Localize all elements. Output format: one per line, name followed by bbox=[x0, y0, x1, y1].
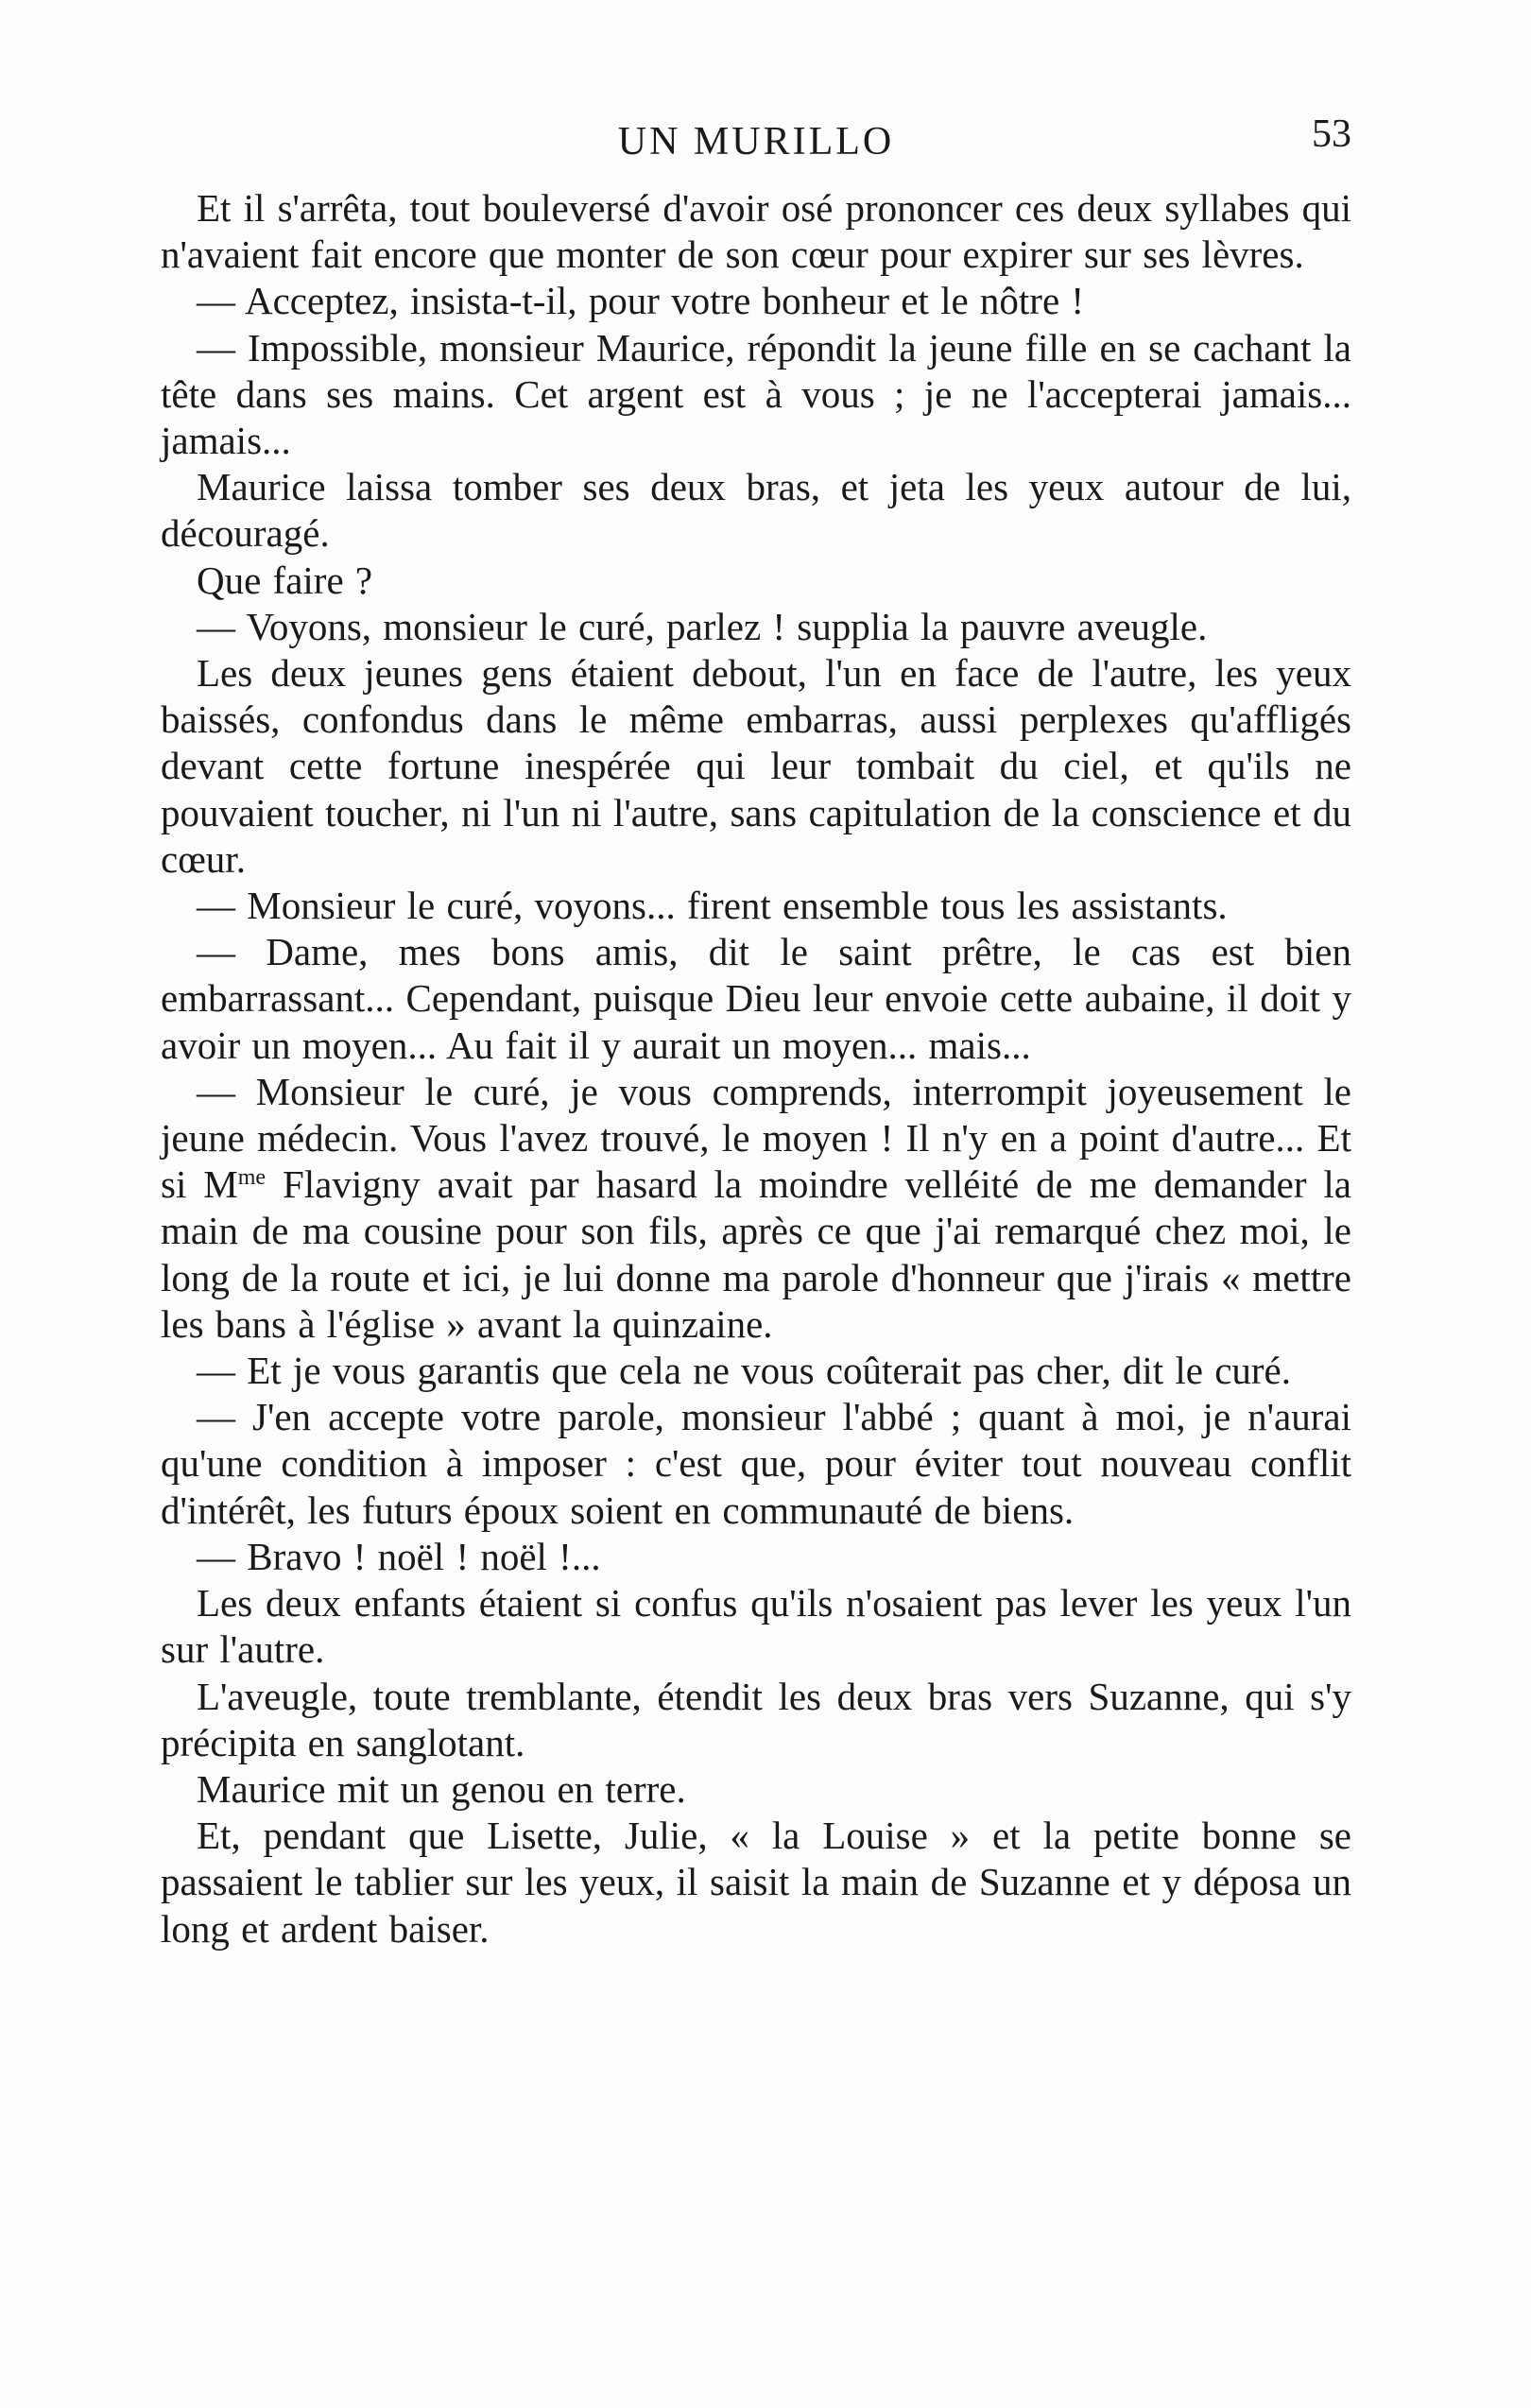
paragraph-14: Les deux enfants étaient si confus qu'ils n'osaient pas lever les yeux l'un sur l'autre. bbox=[161, 1581, 1351, 1672]
paragraph-4: Maurice laissa tomber ses deux bras, et jeta les yeux autour de lui, découragé. bbox=[161, 465, 1351, 556]
body-text bbox=[161, 185, 1351, 1952]
paragraph-2: — Acceptez, insista-t-il, pour votre bonheur et le nôtre ! bbox=[197, 279, 1085, 323]
page-number: 53 bbox=[1312, 112, 1351, 156]
superscript-me: me bbox=[237, 1165, 267, 1191]
paragraph-9: — Dame, mes bons amis, dit le saint prêtre, le cas est bien embarrassant... Cependant, puisque Dieu leur envoie cette aubaine, il doit y avoir un moyen... Au fait il y aurait un moyen... mais... bbox=[161, 930, 1351, 1067]
paragraph-10-before: — Monsieur le curé, je vous comprends, interrompit joyeusement le jeune médecin. Vous l'avez trouvé, le moyen ! Il n'y en a point d'autre... Et si M bbox=[161, 1069, 1351, 1207]
paragraph-15: L'aveugle, toute tremblante, étendit les deux bras vers Suzanne, qui s'y précipita en sanglotant. bbox=[161, 1674, 1351, 1764]
paragraph-8: — Monsieur le curé, voyons... firent ensemble tous les assistants. bbox=[197, 884, 1228, 928]
paragraph-3: — Impossible, monsieur Maurice, répondit la jeune fille en se cachant la tête dans ses mains. Cet argent est à vous ; je ne l'accepterai jamais... jamais... bbox=[161, 325, 1351, 463]
paragraph-6: — Voyons, monsieur le curé, parlez ! supplia la pauvre aveugle. bbox=[197, 604, 1208, 648]
paragraph-7: Les deux jeunes gens étaient debout, l'un en face de l'autre, les yeux baissés, confondus dans le même embarras, aussi perplexes qu'affligés devant cette fortune inespérée qui leur tombait du ciel, et qu'ils ne pouvaient toucher, ni l'un ni l'autre, sans capitulation de la conscience et du cœur. bbox=[161, 651, 1351, 881]
paragraph-16: Maurice mit un genou en terre. bbox=[197, 1766, 686, 1811]
paragraph-12: — J'en accepte votre parole, monsieur l'abbé ; quant à moi, je n'aurai qu'une condition à imposer : c'est que, pour éviter tout nouveau conflit d'intérêt, les futurs époux soient en communauté de biens. bbox=[161, 1395, 1351, 1532]
paragraph-13: — Bravo ! noël ! noël !... bbox=[197, 1534, 601, 1578]
running-head bbox=[161, 112, 1351, 168]
running-title: UN MURILLO bbox=[617, 120, 895, 163]
paragraph-5: Que faire ? bbox=[197, 558, 373, 602]
paragraph-1: Et il s'arrêta, tout bouleversé d'avoir osé prononcer ces deux syllabes qui n'avaient fait encore que monter de son cœur pour expirer sur ses lèvres. bbox=[161, 186, 1351, 277]
paragraph-11: — Et je vous garantis que cela ne vous coûterait pas cher, dit le curé. bbox=[197, 1349, 1292, 1393]
paragraph-10 bbox=[161, 1069, 1351, 1348]
paragraph-10-after: Flavigny avait par hasard la moindre velléité de me demander la main de ma cousine pour son fils, après ce que j'ai remarqué chez moi, le long de la route et ici, je lui donne ma parole d'honneur que j'irais « mettre les bans à l'église » avant la quinzaine. bbox=[161, 1162, 1351, 1346]
paragraph-17: Et, pendant que Lisette, Julie, « la Louise » et la petite bonne se passaient le tablier sur les yeux, il saisit la main de Suzanne et y déposa un long et ardent baiser. bbox=[161, 1814, 1351, 1951]
